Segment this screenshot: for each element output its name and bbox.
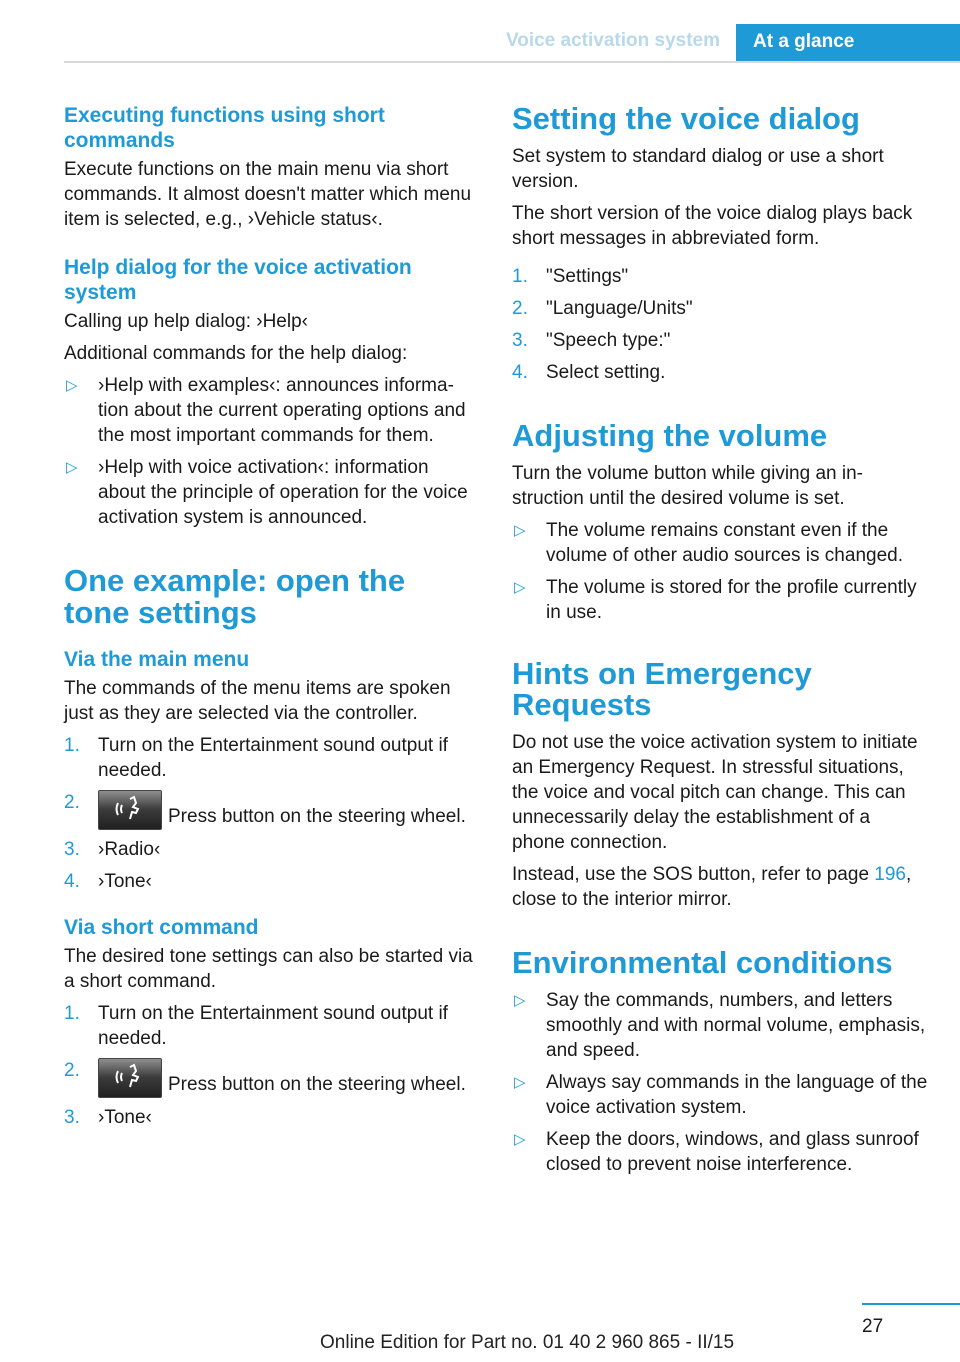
volume-heading: Adjusting the volume bbox=[512, 418, 828, 453]
step-item bbox=[64, 837, 476, 862]
via-short-command-body: The desired tone settings can also be started via a short command. bbox=[64, 946, 473, 992]
step-text: ›Radio‹ bbox=[98, 839, 161, 860]
step-text: Press button on the steering wheel. bbox=[168, 806, 466, 827]
list-item bbox=[512, 575, 928, 625]
triangle-bullet-icon: ▷ bbox=[514, 992, 526, 1009]
list-item-text: The volume is stored for the profile currently in use. bbox=[546, 577, 917, 623]
step-text: Press button on the steering wheel. bbox=[168, 1074, 466, 1095]
triangle-bullet-icon: ▷ bbox=[66, 377, 78, 394]
list-item-text: ›Help with voice activation‹: information about the principle of operation for the voice activation system is announced. bbox=[98, 457, 468, 528]
step-text: ›Tone‹ bbox=[98, 871, 152, 892]
volume-list bbox=[512, 518, 928, 625]
step-number: 4. bbox=[512, 362, 528, 383]
triangle-bullet-icon: ▷ bbox=[514, 1131, 526, 1148]
step-number: 3. bbox=[64, 1107, 80, 1128]
help-dialog-p1: Calling up help dialog: ›Help‹ bbox=[64, 311, 308, 332]
step-item bbox=[64, 1001, 476, 1051]
step-item bbox=[64, 1058, 476, 1098]
list-item-text: The volume remains constant even if the volume of other audio sources is changed. bbox=[546, 520, 903, 566]
voice-dialog-p2: The short version of the voice dialog plays back short messages in abbreviated form. bbox=[512, 203, 913, 249]
voice-dialog-p1: Set system to standard dialog or use a short version. bbox=[512, 146, 884, 192]
list-item bbox=[512, 518, 928, 568]
via-main-menu-heading: Via the main menu bbox=[64, 648, 250, 671]
step-number: 3. bbox=[512, 330, 528, 351]
triangle-bullet-icon: ▷ bbox=[514, 522, 526, 539]
step-number: 3. bbox=[64, 839, 80, 860]
step-number: 1. bbox=[512, 266, 528, 287]
voice-button-icon bbox=[98, 1058, 162, 1098]
left-column bbox=[64, 103, 476, 1137]
step-text: "Speech type:" bbox=[546, 330, 671, 351]
voice-dialog-steps bbox=[512, 264, 928, 385]
step-number: 2. bbox=[512, 298, 528, 319]
header-chapter-tab: At a glance bbox=[736, 24, 960, 62]
help-dialog-heading: Help dialog for the voice activation system bbox=[64, 256, 412, 304]
step-text: "Language/Units" bbox=[546, 298, 693, 319]
via-short-command-heading: Via short command bbox=[64, 916, 259, 939]
short-commands-body: Execute functions on the main menu via short commands. It almost doesn't matter which menu item is selected, e.g., ›Vehicle status‹. bbox=[64, 159, 472, 230]
voice-button-icon bbox=[98, 790, 162, 830]
help-dialog-p2: Additional commands for the help dialog: bbox=[64, 343, 408, 364]
step-item bbox=[512, 296, 928, 321]
emergency-p2-text-end: , close to the interior mirror. bbox=[512, 864, 912, 910]
right-column bbox=[512, 103, 928, 1184]
emergency-p2 bbox=[512, 862, 928, 912]
short-commands-heading: Executing functions using short commands bbox=[64, 104, 385, 152]
page-number: 27 bbox=[862, 1316, 884, 1337]
step-item bbox=[64, 790, 476, 830]
triangle-bullet-icon: ▷ bbox=[66, 459, 78, 476]
header-section-title: Voice activation system bbox=[505, 30, 720, 51]
via-short-command-steps bbox=[64, 1001, 476, 1130]
triangle-bullet-icon: ▷ bbox=[514, 579, 526, 596]
via-main-menu-steps bbox=[64, 733, 476, 894]
via-main-menu-body: The commands of the menu items are spoken just as they are selected via the controller. bbox=[64, 678, 451, 724]
step-text: ›Tone‹ bbox=[98, 1107, 152, 1128]
step-number: 2. bbox=[64, 792, 80, 813]
step-item bbox=[64, 1105, 476, 1130]
help-dialog-list bbox=[64, 373, 476, 530]
page-link[interactable]: 196 bbox=[874, 864, 906, 885]
environment-heading: Environmental conditions bbox=[512, 945, 893, 980]
emergency-p1: Do not use the voice activation system to initiate an Emergency Request. In stressful situations, the voice and vocal pitch can change. This can unnecessarily delay the establishment of a phone connection. bbox=[512, 732, 918, 853]
step-text: Turn on the Entertainment sound output if needed. bbox=[98, 735, 448, 781]
example-heading: One example: open the tone settings bbox=[64, 563, 406, 630]
step-number: 4. bbox=[64, 871, 80, 892]
step-item bbox=[64, 733, 476, 783]
step-number: 1. bbox=[64, 1003, 80, 1024]
step-text: "Settings" bbox=[546, 266, 629, 287]
list-item-text: ›Help with examples‹: announces information about the current operating options and the most important commands for them. bbox=[98, 375, 466, 446]
triangle-bullet-icon: ▷ bbox=[514, 1074, 526, 1091]
list-item-text: Say the commands, numbers, and letters smoothly and with normal volume, emphasis, and speed. bbox=[546, 990, 926, 1061]
footer-rule bbox=[862, 1303, 960, 1305]
step-item bbox=[64, 869, 476, 894]
list-item bbox=[64, 455, 476, 530]
environment-list bbox=[512, 988, 928, 1177]
list-item bbox=[512, 988, 928, 1063]
list-item-text: Always say commands in the language of the voice activation system. bbox=[546, 1072, 928, 1118]
list-item bbox=[64, 373, 476, 448]
emergency-heading: Hints on Emergency Requests bbox=[512, 656, 812, 722]
step-number: 2. bbox=[64, 1060, 80, 1081]
voice-dialog-heading: Setting the voice dialog bbox=[512, 101, 860, 136]
list-item-text: Keep the doors, windows, and glass sunroof closed to prevent noise interference. bbox=[546, 1129, 919, 1175]
step-number: 1. bbox=[64, 735, 80, 756]
list-item bbox=[512, 1070, 928, 1120]
step-item bbox=[512, 328, 928, 353]
emergency-p2-text: Instead, use the SOS button, refer to page bbox=[512, 864, 875, 885]
step-item bbox=[512, 360, 928, 385]
list-item bbox=[512, 1127, 928, 1177]
step-item bbox=[512, 264, 928, 289]
step-text: Select setting. bbox=[546, 362, 666, 383]
edition-footer: Online Edition for Part no. 01 40 2 960 865 - II/15 bbox=[320, 1332, 735, 1353]
volume-body: Turn the volume button while giving an instruction until the desired volume is set. bbox=[512, 463, 863, 509]
step-text: Turn on the Entertainment sound output if needed. bbox=[98, 1003, 448, 1049]
header-rule bbox=[64, 61, 960, 63]
